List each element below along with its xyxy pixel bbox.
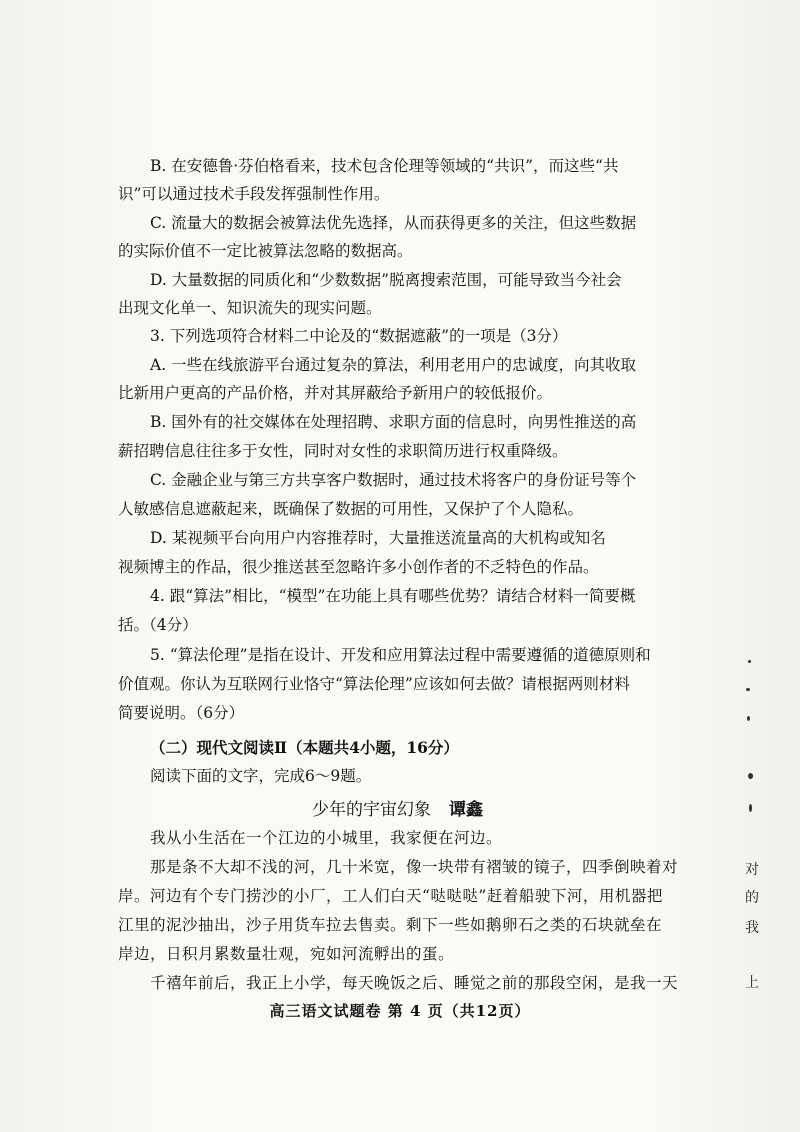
scan-speck bbox=[746, 688, 750, 691]
story-paragraph-2-line-4: 岸边，日积月累数量壮观，宛如河流孵出的蛋。 bbox=[118, 945, 455, 963]
q3-option-c-line-2: 人敏感信息遮蔽起来，既确保了数据的可用性，又保护了个人隐私。 bbox=[118, 500, 584, 518]
story-title-row bbox=[312, 800, 572, 820]
q3-option-d-line-1: D. 某视频平台向用户内容推荐时，大量推送流量高的大机构或知名 bbox=[150, 529, 606, 547]
story-paragraph-2-line-2: 岸。河边有个专门捞沙的小厂，工人们白天“哒哒哒”赶着船驶下河，用机器把 bbox=[118, 887, 663, 905]
story-paragraph-2-line-3: 江里的泥沙抽出，沙子用货车拉去售卖。剩下一些如鹅卵石之类的石块就垒在 bbox=[118, 916, 663, 934]
q3-option-d-line-2: 视频博主的作品，很少推送甚至忽略许多小创作者的不乏特色的作品。 bbox=[118, 558, 599, 576]
option-c-line-1: C. 流量大的数据会被算法优先选择，从而获得更多的关注，但这些数据 bbox=[150, 214, 637, 232]
section-heading: （二）现代文阅读Ⅱ（本题共4小题，16分） bbox=[150, 739, 459, 757]
question-5-line-1: 5. “算法伦理”是指在设计、开发和应用算法过程中需要遵循的道德原则和 bbox=[150, 646, 651, 664]
question-5-line-2: 价值观。你认为互联网行业恪守“算法伦理”应该如何去做？请根据两则材料 bbox=[118, 675, 630, 693]
q3-option-a-line-1: A. 一些在线旅游平台通过复杂的算法，利用老用户的忠诚度，向其收取 bbox=[150, 356, 637, 374]
q3-option-b-line-1: B. 国外有的社交媒体在处理招聘、求职方面的信息时，向男性推送的高 bbox=[150, 413, 637, 431]
option-b-line-2: 识”可以通过技术手段发挥强制性作用。 bbox=[118, 185, 390, 203]
margin-mark: 上 bbox=[745, 975, 759, 991]
scan-speck bbox=[749, 804, 752, 812]
option-d-line-2: 出现文化单一、知识流失的现实问题。 bbox=[118, 299, 382, 317]
question-4-line-1: 4. 跟“算法”相比，“模型”在功能上具有哪些优势？请结合材料一简要概 bbox=[150, 587, 636, 605]
question-4-line-2: 括。（4分） bbox=[118, 616, 198, 634]
story-title: 少年的宇宙幻象 bbox=[312, 800, 431, 820]
scan-speck bbox=[747, 716, 750, 721]
margin-mark: 我 bbox=[745, 920, 759, 936]
story-paragraph-1: 我从小生活在一个江边的小城里，我家便在河边。 bbox=[150, 829, 503, 847]
q3-option-b-line-2: 薪招聘信息往往多于女性，同时对女性的求职简历进行权重降级。 bbox=[118, 442, 568, 460]
q3-option-a-line-2: 比新用户更高的产品价格，并对其屏蔽给予新用户的较低报价。 bbox=[118, 384, 553, 402]
margin-mark: 对 bbox=[745, 862, 759, 878]
story-author: 谭鑫 bbox=[449, 800, 483, 820]
question-3: 3. 下列选项符合材料二中论及的“数据遮蔽”的一项是（3分） bbox=[150, 327, 568, 345]
option-b-line-1: B. 在安德鲁·芬伯格看来，技术包含伦理等领域的“共识”，而这些“共 bbox=[150, 157, 619, 175]
question-5-line-3: 简要说明。（6分） bbox=[118, 704, 245, 722]
reading-instruction: 阅读下面的文字，完成6～9题。 bbox=[150, 767, 372, 785]
option-c-line-2: 的实际价值不一定比被算法忽略的数据高。 bbox=[118, 242, 413, 260]
scan-speck bbox=[748, 660, 751, 663]
margin-mark: 的 bbox=[745, 890, 759, 906]
option-d-line-1: D. 大量数据的同质化和“少数数据”脱离搜索范围，可能导致当今社会 bbox=[150, 271, 622, 289]
q3-option-c-line-1: C. 金融企业与第三方共享客户数据时，通过技术将客户的身份证号等个 bbox=[150, 471, 637, 489]
story-paragraph-3-line-1: 千禧年前后，我正上小学，每天晚饭之后、睡觉之前的那段空闲，是我一天 bbox=[150, 974, 679, 992]
page-footer: 高三语文试题卷 第 4 页（共12页） bbox=[269, 1002, 531, 1020]
scan-speck bbox=[748, 773, 753, 779]
story-paragraph-2-line-1: 那是条不大却不浅的河，几十米宽，像一块带有褶皱的镜子，四季倒映着对 bbox=[150, 858, 679, 876]
